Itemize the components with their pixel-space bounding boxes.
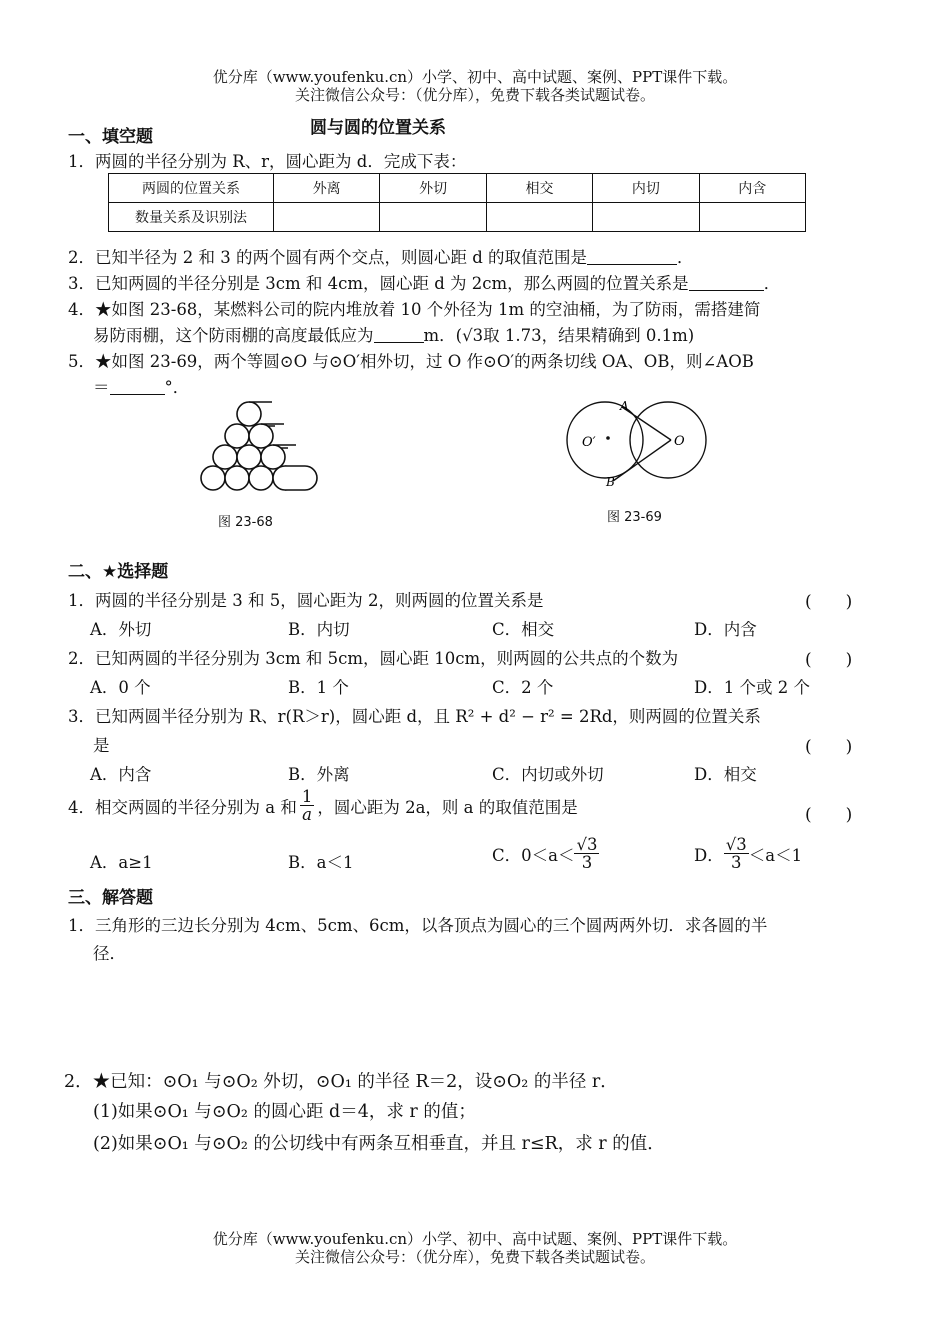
table-cell: 外切 bbox=[380, 174, 486, 203]
s1-q3-text: 3．已知两圆的半径分别是 3cm 和 4cm，圆心距 d 为 2cm，那么两圆的位置关系是 bbox=[68, 274, 689, 293]
table-cell: 数量关系及识别法 bbox=[109, 203, 274, 232]
s3-q2-line2: (1)如果⊙O₁ 与⊙O₂ 的圆心距 d＝4，求 r 的值； bbox=[93, 1102, 476, 1122]
barrel-shape bbox=[249, 424, 273, 448]
answer-blank[interactable] bbox=[689, 274, 764, 291]
table-cell: 相交 bbox=[486, 174, 592, 203]
option-d-text: D． bbox=[694, 845, 724, 865]
option[interactable]: A．0 个 bbox=[90, 678, 151, 697]
option[interactable]: C．内切或外切 bbox=[492, 765, 604, 784]
label-a: A bbox=[620, 399, 629, 413]
figure-caption: 图 23-69 bbox=[607, 510, 662, 525]
s1-q1: 1．两圆的半径分别为 R、r，圆心距为 d．完成下表： bbox=[68, 152, 467, 171]
s1-q4-line2 bbox=[93, 322, 694, 346]
tangent-line-oa bbox=[622, 407, 671, 440]
barrel-shape bbox=[225, 466, 249, 490]
barrel-shape bbox=[237, 445, 261, 469]
option[interactable]: C．2 个 bbox=[492, 678, 554, 697]
frac-num: 1 bbox=[301, 787, 313, 806]
s3-q1-line2: 径． bbox=[93, 944, 126, 963]
fraction bbox=[300, 788, 315, 823]
s2-q1: 1．两圆的半径分别是 3 和 5，圆心距为 2，则两圆的位置关系是 bbox=[68, 591, 544, 610]
frac-den: a bbox=[302, 805, 312, 824]
barrel-stack-figure bbox=[180, 398, 320, 498]
table-cell: 两圆的位置关系 bbox=[109, 174, 274, 203]
option[interactable]: A．a≥1 bbox=[90, 853, 153, 872]
option[interactable]: B．外离 bbox=[288, 765, 350, 784]
page-title: 圆与圆的位置关系 bbox=[310, 118, 446, 138]
barrel-shape bbox=[237, 402, 261, 426]
option-c-text: C．0＜a＜ bbox=[492, 845, 575, 865]
s1-q5-line1: 5．★如图 23-69，两个等圆⊙O 与⊙O′相外切，过 O 作⊙O′的两条切线 OA、OB，则∠AOB bbox=[68, 352, 754, 371]
s2-q3-line1: 3．已知两圆半径分别为 R、r(R＞r)，圆心距 d，且 R² + d² − r² = 2Rd，则两圆的位置关系 bbox=[68, 707, 761, 726]
option[interactable]: D．相交 bbox=[694, 765, 757, 784]
option[interactable]: B．1 个 bbox=[288, 678, 349, 697]
barrel-shape bbox=[285, 466, 317, 490]
option[interactable]: B．a＜1 bbox=[288, 853, 354, 872]
s1-q4-tail: m．(√3取 1.73，结果精确到 0.1m) bbox=[423, 326, 695, 345]
frac-den: 3 bbox=[581, 853, 593, 872]
frac-num: √3 bbox=[576, 835, 598, 854]
table-cell: 内切 bbox=[593, 174, 699, 203]
s1-q5-deg: °． bbox=[164, 378, 190, 397]
barrel-shape bbox=[249, 466, 273, 490]
table-cell-blank[interactable] bbox=[380, 203, 486, 232]
answer-blank[interactable] bbox=[587, 248, 677, 265]
answer-blank[interactable] bbox=[374, 326, 424, 343]
footer-line-1: 优分库（www.youfenku.cn）小学、初中、高中试题、案例、PPT课件下载。 bbox=[212, 1230, 738, 1248]
header-line-2: 关注微信公众号：（优分库），免费下载各类试题试卷。 bbox=[294, 86, 655, 104]
s2-q4-text: 4．相交两圆的半径分别为 a 和 bbox=[68, 797, 297, 817]
option[interactable] bbox=[694, 836, 802, 871]
fraction bbox=[724, 836, 749, 871]
frac-den: 3 bbox=[730, 853, 742, 872]
answer-paren[interactable]: ( ) bbox=[805, 805, 853, 825]
label-b: B bbox=[606, 475, 615, 489]
answer-paren[interactable]: ( ) bbox=[805, 737, 853, 757]
barrel-shape bbox=[225, 424, 249, 448]
s2-q3-line2: 是 bbox=[93, 736, 110, 755]
s3-q2-line1: 2．★已知：⊙O₁ 与⊙O₂ 外切，⊙O₁ 的半径 R＝2，设⊙O₂ 的半径 r． bbox=[64, 1072, 618, 1092]
option[interactable]: A．内含 bbox=[90, 765, 152, 784]
s1-q5-line2 bbox=[93, 374, 189, 398]
s2-q4 bbox=[68, 788, 578, 823]
label-o: O bbox=[674, 434, 685, 449]
s1-q4-text: 易防雨棚，这个防雨棚的高度最低应为 bbox=[93, 326, 374, 345]
tangent-circles-figure bbox=[560, 398, 720, 498]
footer-line-2: 关注微信公众号：（优分库），免费下载各类试题试卷。 bbox=[294, 1248, 655, 1266]
table-cell: 内含 bbox=[699, 174, 805, 203]
table-cell: 外离 bbox=[274, 174, 380, 203]
answer-blank[interactable] bbox=[110, 378, 165, 395]
option[interactable]: A．外切 bbox=[90, 620, 152, 639]
s1-q4-line1: 4．★如图 23-68，某燃料公司的院内堆放着 10 个外径为 1m 的空油桶，为了防雨，需搭建简 bbox=[68, 300, 761, 319]
s1-q2-end: ． bbox=[677, 248, 694, 267]
barrel-shape bbox=[261, 445, 285, 469]
s2-q4-text: ，圆心距为 2a，则 a 的取值范围是 bbox=[317, 797, 578, 817]
s1-q2-text: 2．已知半径为 2 和 3 的两个圆有两个交点，则圆心距 d 的取值范围是 bbox=[68, 248, 588, 267]
answer-paren[interactable]: ( ) bbox=[805, 592, 853, 612]
s1-q2 bbox=[68, 244, 694, 268]
header-line-1: 优分库（www.youfenku.cn）小学、初中、高中试题、案例、PPT课件下载。 bbox=[212, 68, 738, 86]
option[interactable] bbox=[492, 836, 599, 871]
option[interactable]: D．内含 bbox=[694, 620, 757, 639]
barrel-shape bbox=[201, 466, 225, 490]
section2-heading: 二、★选择题 bbox=[68, 562, 169, 582]
figure-caption: 图 23-68 bbox=[218, 515, 273, 530]
option[interactable]: D．1 个或 2 个 bbox=[694, 678, 810, 697]
label-o-prime: O′ bbox=[582, 435, 596, 450]
table-cell-blank[interactable] bbox=[486, 203, 592, 232]
s1-q5-eq: ＝ bbox=[93, 378, 110, 397]
s3-q2-line3: (2)如果⊙O₁ 与⊙O₂ 的公切线中有两条互相垂直，并且 r≤R，求 r 的值． bbox=[93, 1134, 665, 1154]
answer-paren[interactable]: ( ) bbox=[805, 650, 853, 670]
barrel-shape bbox=[213, 445, 237, 469]
table-cell-blank[interactable] bbox=[699, 203, 805, 232]
s1-q3 bbox=[68, 270, 780, 294]
circle-o bbox=[630, 402, 706, 478]
frac-num: √3 bbox=[725, 835, 747, 854]
relation-table bbox=[108, 173, 806, 232]
table-cell-blank[interactable] bbox=[274, 203, 380, 232]
s3-q1-line1: 1．三角形的三边长分别为 4cm、5cm、6cm，以各顶点为圆心的三个圆两两外切．求各圆的半 bbox=[68, 916, 768, 935]
s1-q3-end: ． bbox=[763, 274, 781, 293]
section1-heading: 一、填空题 bbox=[68, 127, 153, 147]
center-point bbox=[606, 436, 610, 440]
table-cell-blank[interactable] bbox=[593, 203, 699, 232]
option[interactable]: B．内切 bbox=[288, 620, 350, 639]
option[interactable]: C．相交 bbox=[492, 620, 555, 639]
s2-q2: 2．已知两圆的半径分别为 3cm 和 5cm，圆心距 10cm，则两圆的公共点的个数为 bbox=[68, 649, 679, 668]
fraction bbox=[574, 836, 599, 871]
option-d-text: ＜a＜1 bbox=[748, 845, 803, 865]
section3-heading: 三、解答题 bbox=[68, 888, 153, 908]
